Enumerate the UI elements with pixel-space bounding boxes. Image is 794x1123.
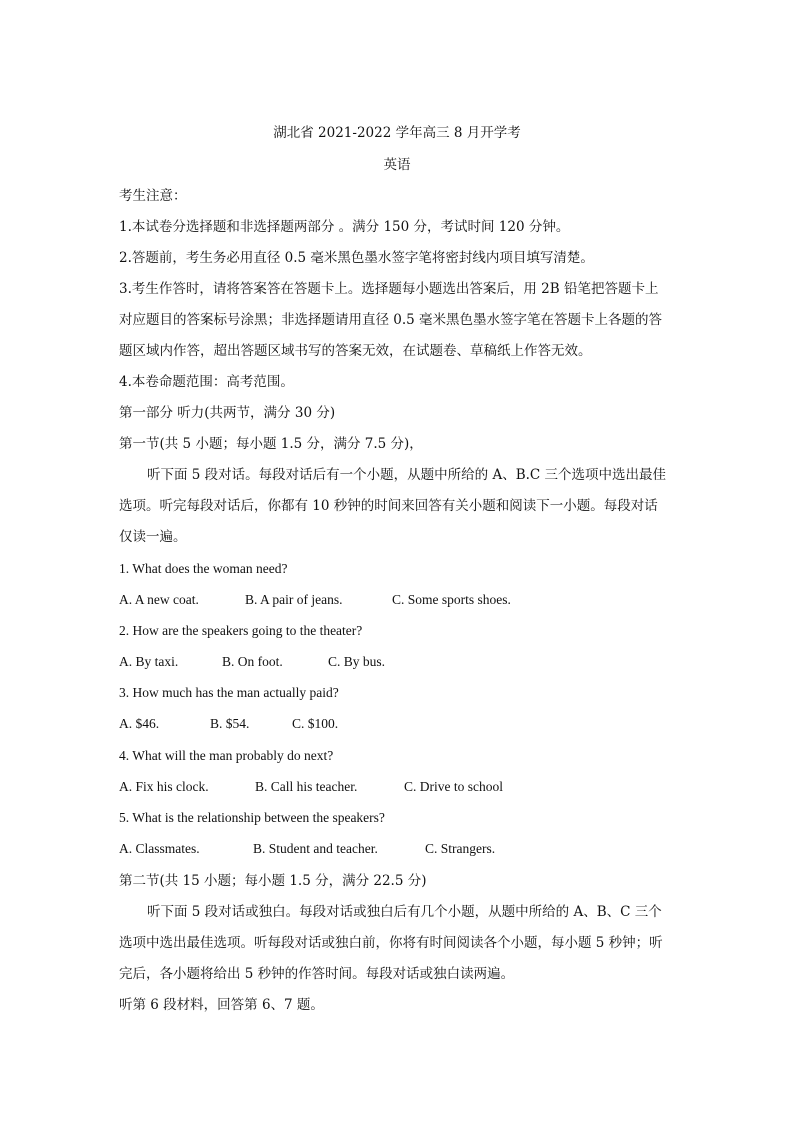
question-4: 4. What will the man probably do next? <box>119 748 334 763</box>
section2-instruction-1: 听下面 5 段对话或独白。每段对话或独白后有几个小题，从题中所给的 A、B、C 三个 <box>147 904 662 920</box>
section2-instruction-2: 选项中选出最佳选项。听每段对话或独白前，你将有时间阅读各个小题，每小题 5 秒钟；听 <box>119 935 663 951</box>
notice-item-1: 1.本试卷分选择题和非选择题两部分 。满分 150 分，考试时间 120 分钟。 <box>119 219 570 235</box>
notice-item-2: 2.答题前，考生务必用直径 0.5 毫米黑色墨水签字笔将密封线内项目填写清楚。 <box>119 250 594 266</box>
notice-item-4: 4.本卷命题范围：高考范围。 <box>119 374 294 390</box>
q3-option-b: B. $54. <box>210 716 250 731</box>
q4-option-b: B. Call his teacher. <box>255 779 358 794</box>
exam-title: 湖北省 2021-2022 学年高三 8 月开学考 <box>273 125 521 141</box>
question-1: 1. What does the woman need? <box>119 561 288 576</box>
q3-option-c: C. $100. <box>292 716 339 731</box>
exam-subject: 英语 <box>383 157 411 173</box>
q5-option-c: C. Strangers. <box>425 841 496 856</box>
q1-option-c: C. Some sports shoes. <box>392 592 511 607</box>
section1-heading: 第一节(共 5 小题；每小题 1.5 分，满分 7.5 分)， <box>119 436 423 452</box>
section1-instruction-2: 选项。听完每段对话后，你都有 10 秒钟的时间来回答有关小题和阅读下一小题。每段对话 <box>119 498 658 514</box>
q2-option-a: A. By taxi. <box>119 654 179 669</box>
q5-option-b: B. Student and teacher. <box>253 841 378 856</box>
part1-heading: 第一部分 听力(共两节，满分 30 分) <box>119 405 336 421</box>
q2-option-c: C. By bus. <box>328 654 386 669</box>
notice-item-3-cont-1: 对应题目的答案标号涂黑；非选择题请用直径 0.5 毫米黑色墨水签字笔在答题卡上各题的答 <box>119 312 663 328</box>
q4-option-a: A. Fix his clock. <box>119 779 209 794</box>
q2-option-b: B. On foot. <box>222 654 283 669</box>
section2-heading: 第二节(共 15 小题；每小题 1.5 分，满分 22.5 分) <box>119 873 427 889</box>
q4-option-c: C. Drive to school <box>404 779 503 794</box>
q1-option-b: B. A pair of jeans. <box>245 592 343 607</box>
question-3: 3. How much has the man actually paid? <box>119 685 339 700</box>
notice-item-3-cont-2: 题区域内作答，超出答题区域书写的答案无效，在试题卷、草稿纸上作答无效。 <box>119 343 592 359</box>
notice-heading: 考生注意： <box>119 188 187 204</box>
q5-option-a: A. Classmates. <box>119 841 200 856</box>
section1-instruction-3: 仅读一遍。 <box>119 529 187 545</box>
notice-item-3: 3.考生作答时，请将答案答在答题卡上。选择题每小题选出答案后，用 2B 铅笔把答题卡上 <box>119 281 659 297</box>
q3-option-a: A. $46. <box>119 716 160 731</box>
question-5: 5. What is the relationship between the speakers? <box>119 810 385 825</box>
section1-instruction-1: 听下面 5 段对话。每段对话后有一个小题，从题中所给的 A、B.C 三个选项中选出最佳 <box>147 467 667 483</box>
q1-option-a: A. A new coat. <box>119 592 199 607</box>
section2-instruction-3: 完后，各小题将给出 5 秒钟的作答时间。每段对话或独白读两遍。 <box>119 966 515 982</box>
section2-next-prompt: 听第 6 段材料，回答第 6、7 题。 <box>119 997 324 1013</box>
question-2: 2. How are the speakers going to the theater? <box>119 623 363 638</box>
